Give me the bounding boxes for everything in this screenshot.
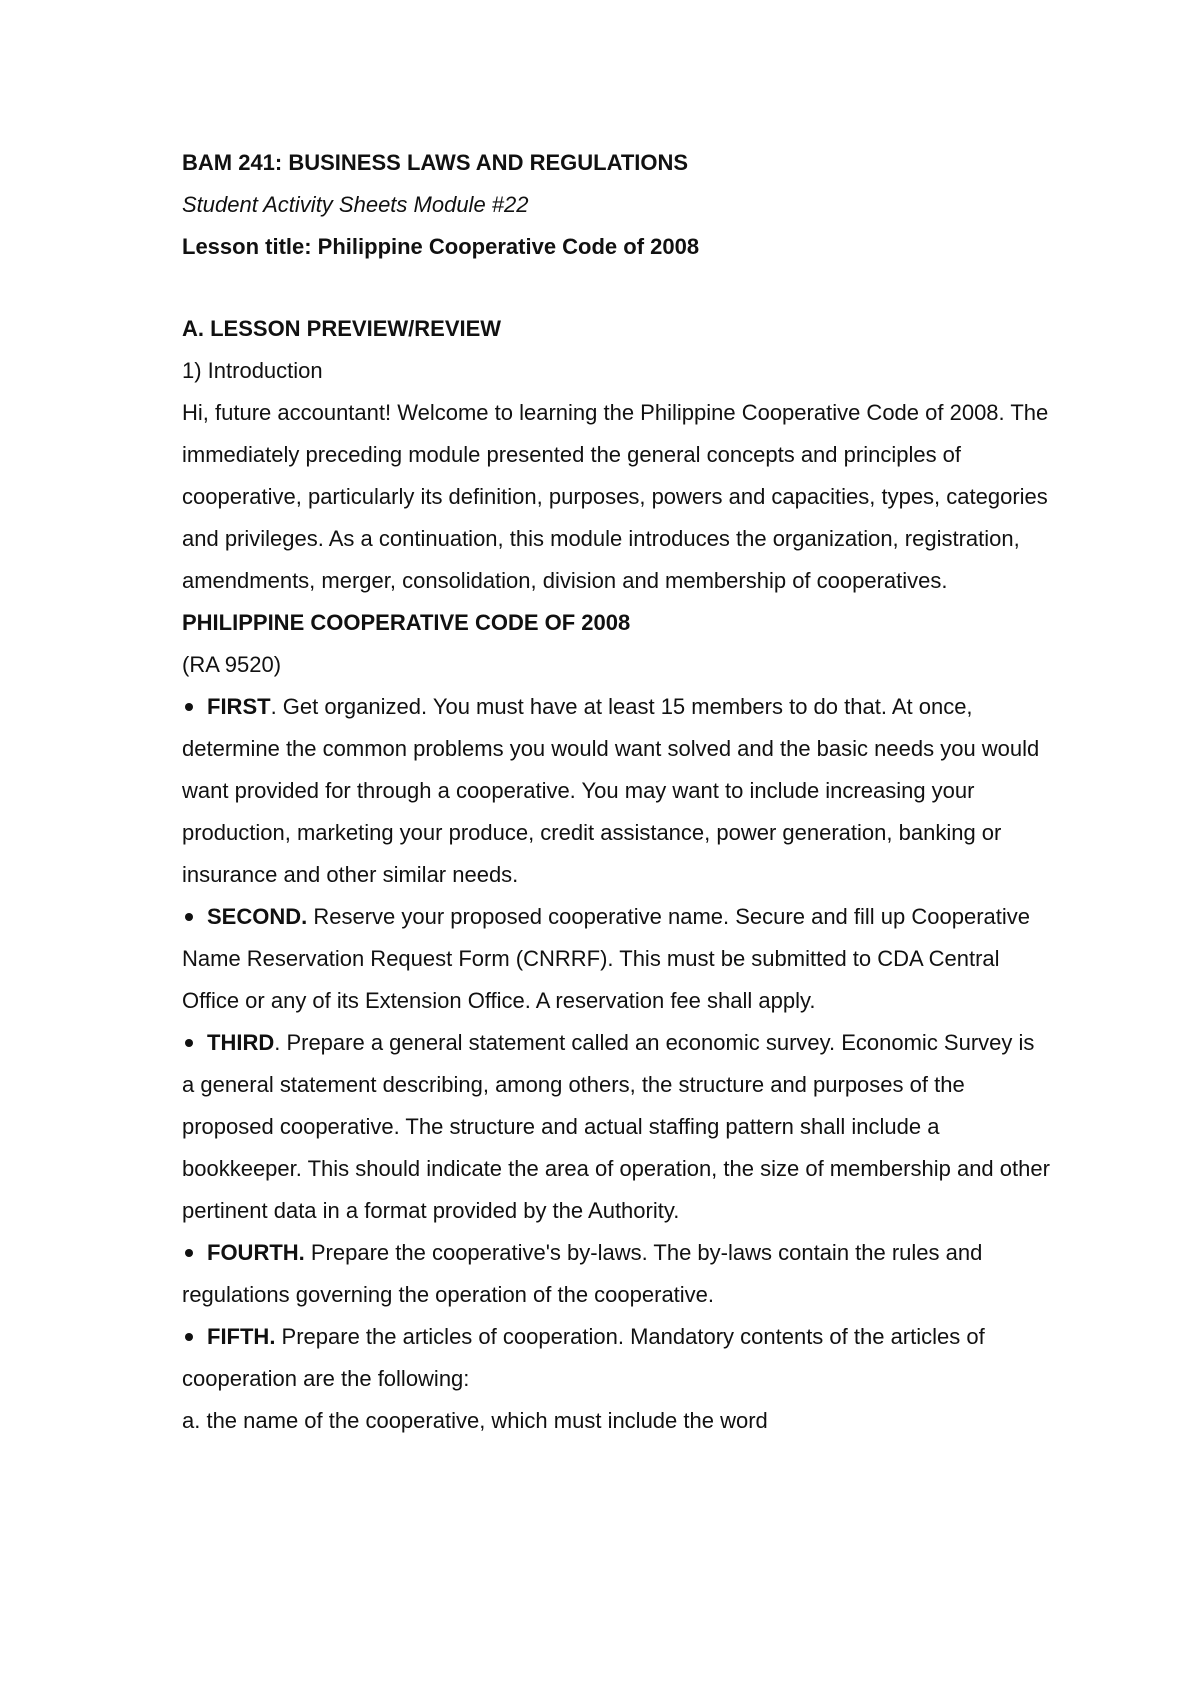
step-second — [182, 896, 1052, 1022]
bullet-icon — [185, 1333, 193, 1341]
course-title: BAM 241: BUSINESS LAWS AND REGULATIONS — [182, 150, 689, 175]
step-text: Prepare the cooperative's by-laws. The by-laws contain the rules and regulations governing the operation of the cooperative. — [182, 1240, 983, 1307]
step-fifth — [182, 1316, 1052, 1400]
module-subtitle: Student Activity Sheets Module #22 — [182, 192, 529, 217]
step-label: FIFTH. — [207, 1324, 276, 1349]
bullet-icon — [185, 1039, 193, 1047]
step-fourth — [182, 1232, 1052, 1316]
step-text: . Prepare a general statement called an economic survey. Economic Survey is a general statement describing, among others, the structure and purposes of the proposed cooperative. The structure and actual staffing pattern shall include a bookkeeper. This should indicate the area of operation, the size of membership and other pertinent data in a format provided by the Authority. — [182, 1030, 1050, 1223]
intro-paragraph: Hi, future accountant! Welcome to learning the Philippine Cooperative Code of 2008. The immediately preceding module presented the general concepts and principles of cooperative, particularly its definition, purposes, powers and capacities, types, categories and privileges. As a continuation, this module introduces the organization, registration, amendments, merger, consolidation, division and membership of cooperatives. — [182, 400, 1049, 593]
document-page — [182, 142, 1052, 1442]
step-third — [182, 1022, 1052, 1232]
code-heading: PHILIPPINE COOPERATIVE CODE OF 2008 — [182, 610, 631, 635]
article-item-a: a. the name of the cooperative, which must include the word — [182, 1408, 768, 1433]
step-label: FIRST — [207, 694, 271, 719]
step-first — [182, 686, 1052, 896]
intro-label: 1) Introduction — [182, 358, 323, 383]
step-text: Reserve your proposed cooperative name. Secure and fill up Cooperative Name Reservation Request Form (CNRRF). This must be submitted to CDA Central Office or any of its Extension Office. A reservation fee shall apply. — [182, 904, 1030, 1013]
bullet-icon — [185, 1249, 193, 1257]
ra-number: (RA 9520) — [182, 652, 282, 677]
step-label: THIRD — [207, 1030, 275, 1055]
step-text: . Get organized. You must have at least 15 members to do that. At once, determine the common problems you would want solved and the basic needs you would want provided for through a cooperative. You may want to include increasing your production, marketing your produce, credit assistance, power generation, banking or insurance and other similar needs. — [182, 694, 1040, 887]
step-label: SECOND. — [207, 904, 308, 929]
bullet-icon — [185, 913, 193, 921]
step-label: FOURTH. — [207, 1240, 305, 1265]
section-a-heading: A. LESSON PREVIEW/REVIEW — [182, 316, 502, 341]
step-text: Prepare the articles of cooperation. Mandatory contents of the articles of cooperation are the following: — [182, 1324, 985, 1391]
bullet-icon — [185, 703, 193, 711]
lesson-title: Lesson title: Philippine Cooperative Code of 2008 — [182, 234, 700, 259]
